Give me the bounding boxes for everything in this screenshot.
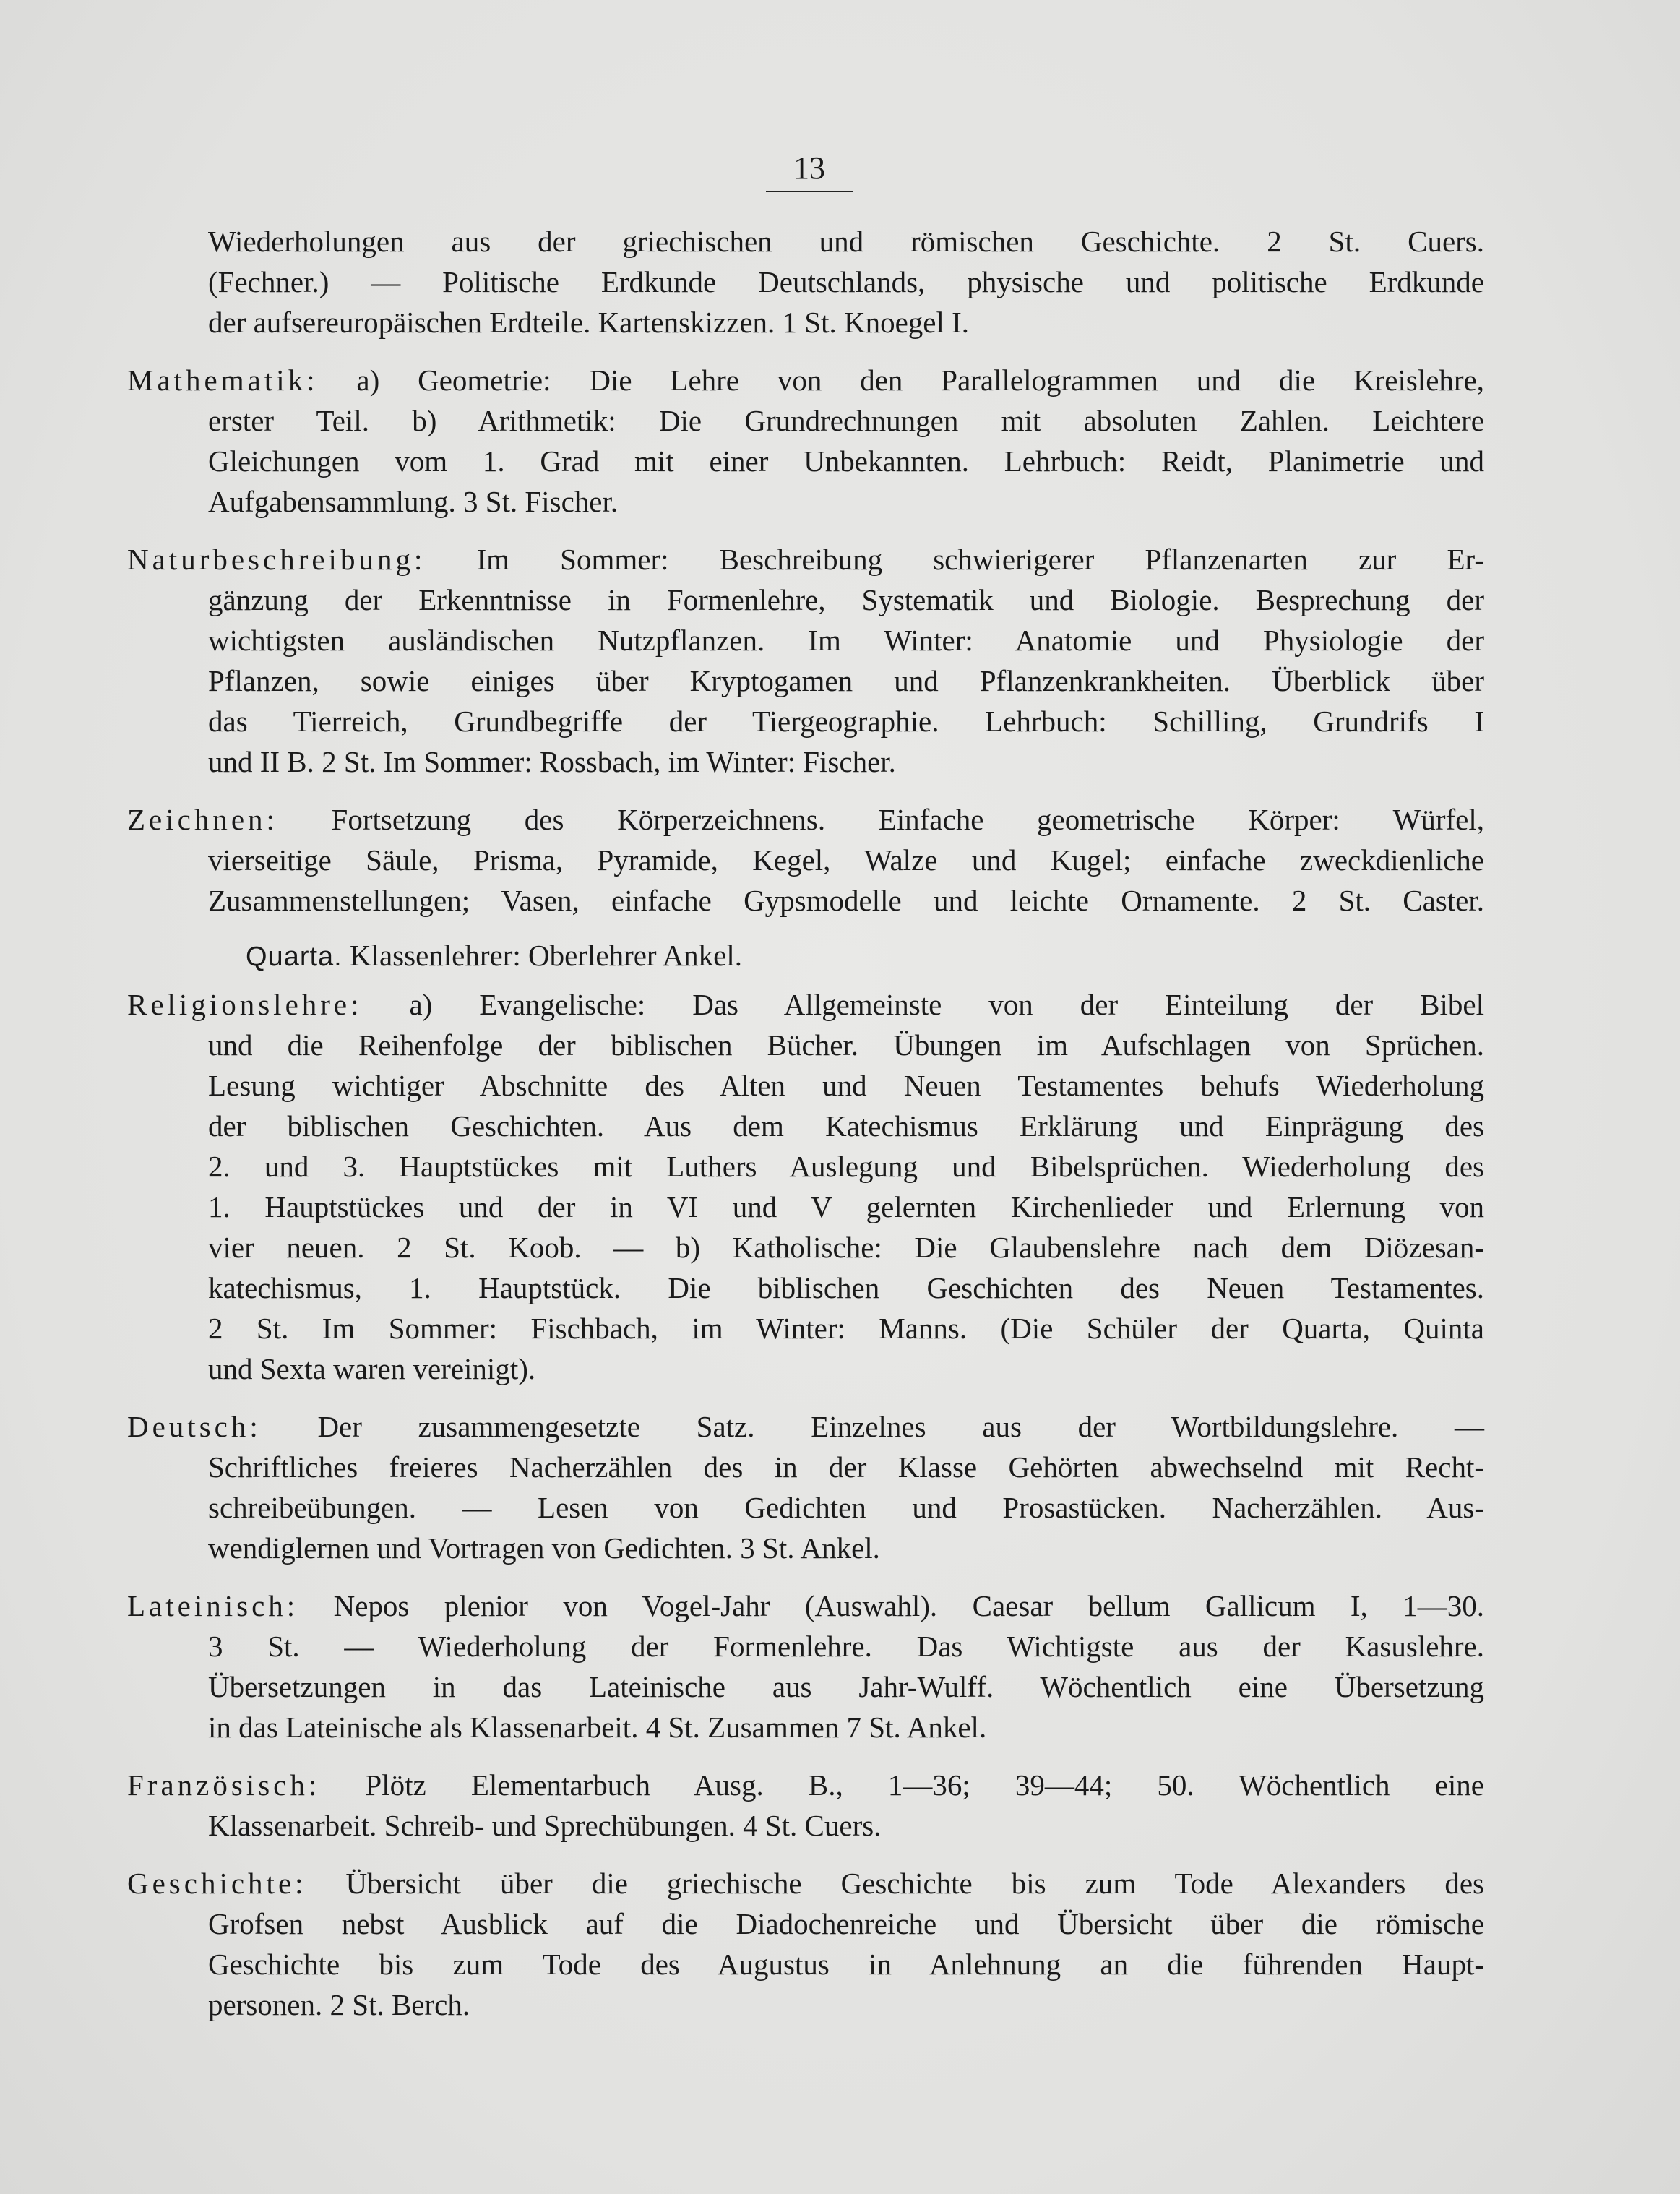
text-line: der biblischen Geschichten. Aus dem Katechismus Erklärung und Einprägung des (208, 1109, 1484, 1143)
paragraph-naturbeschreibung (127, 539, 1484, 782)
subject-label: Geschichte: (127, 1867, 307, 1900)
class-name: Quarta. (246, 942, 343, 972)
text-line: erster Teil. b) Arithmetik: Die Grundrechnungen mit absoluten Zahlen. Leichtere (208, 404, 1484, 437)
text-line: Plötz Elementarbuch Ausg. B., 1—36; 39—44; 50. Wöchentlich eine (320, 1768, 1484, 1802)
text-line: 1. Hauptstückes und der in VI und V gelernten Kirchenlieder und Erlernung von (208, 1190, 1484, 1223)
text-line: Fortsetzung des Körperzeichnens. Einfache geometrische Körper: Würfel, (277, 803, 1484, 836)
text-line: das Tierreich, Grundbegriffe der Tiergeographie. Lehrbuch: Schilling, Grundrifs I (208, 705, 1484, 738)
paragraph-geschichte (127, 1863, 1484, 2025)
text-line: Wiederholungen aus der griechischen und römischen Geschichte. 2 St. Cuers. (208, 225, 1484, 258)
text-line: 2 St. Im Sommer: Fischbach, im Winter: Manns. (Die Schüler der Quarta, Quinta (208, 1312, 1484, 1345)
text-line: (Fechner.) — Politische Erdkunde Deutschlands, physische und politische Erdkunde (208, 265, 1484, 298)
text-line: schreibeübungen. — Lesen von Gedichten und Prosastücken. Nacherzählen. Aus- (208, 1491, 1484, 1524)
text-line: katechismus, 1. Hauptstück. Die biblischen Geschichten des Neuen Testamentes. (208, 1271, 1484, 1304)
text-line: Übersetzungen in das Lateinische aus Jahr-Wulff. Wöchentlich eine Übersetzung (208, 1670, 1484, 1703)
subject-label: Mathematik: (127, 363, 319, 397)
text-line: Lesung wichtiger Abschnitte des Alten und Neuen Testamentes behufs Wiederholung (208, 1069, 1484, 1102)
text-line: Schriftliches freieres Nacherzählen des in der Klasse Gehörten abwechselnd mit Recht- (208, 1450, 1484, 1484)
text-line: Der zusammengesetzte Satz. Einzelnes aus der Wortbildungslehre. — (261, 1410, 1484, 1443)
subject-label: Naturbeschreibung: (127, 543, 426, 576)
text-line: und Sexta waren vereinigt). (208, 1352, 536, 1385)
text-line: gänzung der Erkenntnisse in Formenlehre, Systematik und Biologie. Besprechung der (208, 583, 1484, 616)
text-line: Gleichungen vom 1. Grad mit einer Unbekannten. Lehrbuch: Reidt, Planimetrie und (208, 444, 1484, 478)
text-line: personen. 2 St. Berch. (208, 1988, 470, 2021)
text-line: Pflanzen, sowie einiges über Kryptogamen und Pflanzenkrankheiten. Überblick über (208, 664, 1484, 697)
text-line: Geschichte bis zum Tode des Augustus in Anlehnung an die führenden Haupt- (208, 1948, 1484, 1981)
class-teacher: Klassenlehrer: Oberlehrer Ankel. (349, 939, 743, 972)
paragraph-zeichnen (127, 799, 1484, 921)
text-line: Aufgabensammlung. 3 St. Fischer. (208, 485, 619, 518)
paragraph-mathematik (127, 360, 1484, 522)
paragraph-franzoesisch (127, 1765, 1484, 1846)
subject-label: Lateinisch: (127, 1589, 299, 1622)
paragraph-lateinisch (127, 1586, 1484, 1747)
paragraph-deutsch (127, 1406, 1484, 1568)
text-line: wendiglernen und Vortragen von Gedichten. 3 St. Ankel. (208, 1531, 880, 1565)
text-line: 3 St. — Wiederholung der Formenlehre. Das Wichtigste aus der Kasuslehre. (208, 1630, 1484, 1663)
body-text (127, 221, 1484, 2025)
text-line: Grofsen nebst Ausblick auf die Diadochenreiche und Übersicht über die römische (208, 1907, 1484, 1940)
text-line: Im Sommer: Beschreibung schwierigerer Pflanzenarten zur Er- (426, 543, 1484, 576)
text-line: wichtigsten ausländischen Nutzpflanzen. Im Winter: Anatomie und Physiologie der (208, 624, 1484, 657)
subject-label: Religionslehre: (127, 988, 363, 1021)
text-line: Übersicht über die griechische Geschichte bis zum Tode Alexanders des (306, 1867, 1484, 1900)
text-line: der aufsereuropäischen Erdteile. Kartenskizzen. 1 St. Knoegel I. (208, 306, 970, 339)
subject-label: Deutsch: (127, 1410, 262, 1443)
text-line: vierseitige Säule, Prisma, Pyramide, Kegel, Walze und Kugel; einfache zweckdienliche (208, 843, 1484, 877)
text-line: Nepos plenior von Vogel-Jahr (Auswahl). Caesar bellum Gallicum I, 1—30. (298, 1589, 1484, 1622)
text-line: a) Evangelische: Das Allgemeinste von der Einteilung der Bibel (362, 988, 1484, 1021)
text-line: Zusammenstellungen; Vasen, einfache Gypsmodelle und leichte Ornamente. 2 St. Caster. (208, 884, 1484, 917)
text-line: in das Lateinische als Klassenarbeit. 4 St. Zusammen 7 St. Ankel. (208, 1711, 987, 1744)
text-line: Klassenarbeit. Schreib- und Sprechübungen. 4 St. Cuers. (208, 1809, 882, 1842)
class-heading (127, 935, 1484, 976)
paragraph-religionslehre (127, 984, 1484, 1389)
text-line: a) Geometrie: Die Lehre von den Parallelogrammen und die Kreislehre, (318, 363, 1484, 397)
subject-label: Französisch: (127, 1768, 321, 1802)
text-line: und die Reihenfolge der biblischen Bücher. Übungen im Aufschlagen von Sprüchen. (208, 1028, 1484, 1062)
text-line: 2. und 3. Hauptstückes mit Luthers Auslegung und Bibelsprüchen. Wiederholung des (208, 1150, 1484, 1183)
text-line: und II B. 2 St. Im Sommer: Rossbach, im Winter: Fischer. (208, 745, 896, 778)
subject-label: Zeichnen: (127, 803, 278, 836)
paragraph-geschichte-erdkunde-continued (127, 221, 1484, 343)
page-number: 13 (766, 150, 853, 192)
text-line: vier neuen. 2 St. Koob. — b) Katholische: Die Glaubenslehre nach dem Diözesan- (208, 1231, 1484, 1264)
